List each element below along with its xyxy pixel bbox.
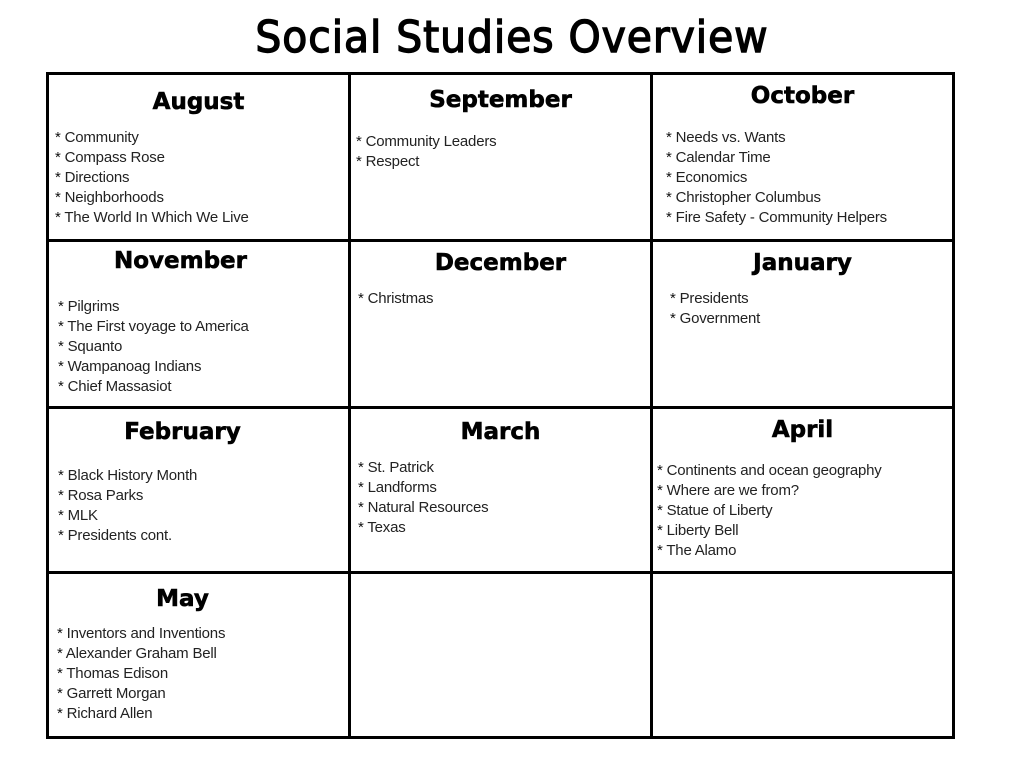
- topic-list: [55, 128, 249, 228]
- month-heading: December: [434, 250, 567, 276]
- topic-item: * Richard Allen: [57, 704, 225, 724]
- topic-item: * Inventors and Inventions: [57, 624, 225, 644]
- topic-list: [58, 466, 197, 546]
- month-heading: February: [124, 419, 241, 445]
- month-heading: May: [156, 586, 209, 612]
- month-heading: August: [152, 89, 245, 115]
- month-cell-october: [653, 75, 952, 242]
- month-cell-may: [49, 574, 351, 736]
- month-cell-november: [49, 242, 351, 409]
- topic-item: * Statue of Liberty: [657, 501, 882, 521]
- topic-item: * Texas: [358, 518, 488, 538]
- empty-cell: [351, 574, 653, 736]
- topic-list: [657, 461, 882, 561]
- month-heading: January: [753, 250, 852, 276]
- topic-item: * The World In Which We Live: [55, 208, 249, 228]
- topic-item: * Where are we from?: [657, 481, 882, 501]
- topic-item: * Liberty Bell: [657, 521, 882, 541]
- topic-item: * Thomas Edison: [57, 664, 225, 684]
- topic-item: * Christopher Columbus: [666, 188, 887, 208]
- topic-item: * Pilgrims: [58, 297, 249, 317]
- topic-list: [666, 128, 887, 228]
- overview-table: [46, 72, 955, 739]
- month-cell-august: [49, 75, 351, 242]
- month-cell-september: [351, 75, 653, 242]
- topic-item: * Alexander Graham Bell: [57, 644, 225, 664]
- topic-item: * Presidents: [670, 289, 760, 309]
- topic-list: [670, 289, 760, 329]
- topic-item: * Calendar Time: [666, 148, 887, 168]
- empty-cell: [653, 574, 952, 736]
- topic-item: * St. Patrick: [358, 458, 488, 478]
- page-title: Social Studies Overview: [255, 12, 769, 63]
- topic-item: * Directions: [55, 168, 249, 188]
- topic-item: * Christmas: [358, 289, 433, 309]
- topic-item: * Chief Massasiot: [58, 377, 249, 397]
- topic-item: * Presidents cont.: [58, 526, 197, 546]
- month-heading: September: [429, 87, 572, 113]
- topic-item: * Community: [55, 128, 249, 148]
- month-cell-february: [49, 409, 351, 574]
- topic-item: * Landforms: [358, 478, 488, 498]
- topic-item: * MLK: [58, 506, 197, 526]
- topic-item: * Community Leaders: [356, 132, 496, 152]
- month-cell-march: [351, 409, 653, 574]
- topic-list: [358, 289, 433, 309]
- topic-item: * Needs vs. Wants: [666, 128, 887, 148]
- topic-item: * The Alamo: [657, 541, 882, 561]
- month-cell-april: [653, 409, 952, 574]
- topic-item: * Natural Resources: [358, 498, 488, 518]
- topic-list: [57, 624, 225, 724]
- topic-item: * Compass Rose: [55, 148, 249, 168]
- topic-item: * Neighborhoods: [55, 188, 249, 208]
- month-heading: November: [113, 248, 247, 274]
- month-cell-january: [653, 242, 952, 409]
- month-heading: October: [750, 83, 855, 109]
- topic-item: * Squanto: [58, 337, 249, 357]
- topic-item: * Garrett Morgan: [57, 684, 225, 704]
- topic-item: * Rosa Parks: [58, 486, 197, 506]
- topic-item: * Fire Safety - Community Helpers: [666, 208, 887, 228]
- topic-item: * Government: [670, 309, 760, 329]
- topic-list: [358, 458, 488, 538]
- topic-item: * Economics: [666, 168, 887, 188]
- topic-list: [58, 297, 249, 397]
- topic-item: * Wampanoag Indians: [58, 357, 249, 377]
- topic-item: * Black History Month: [58, 466, 197, 486]
- month-heading: April: [771, 417, 834, 443]
- topic-list: [356, 132, 496, 172]
- topic-item: * Respect: [356, 152, 496, 172]
- topic-item: * Continents and ocean geography: [657, 461, 882, 481]
- month-cell-december: [351, 242, 653, 409]
- topic-item: * The First voyage to America: [58, 317, 249, 337]
- month-heading: March: [460, 419, 541, 445]
